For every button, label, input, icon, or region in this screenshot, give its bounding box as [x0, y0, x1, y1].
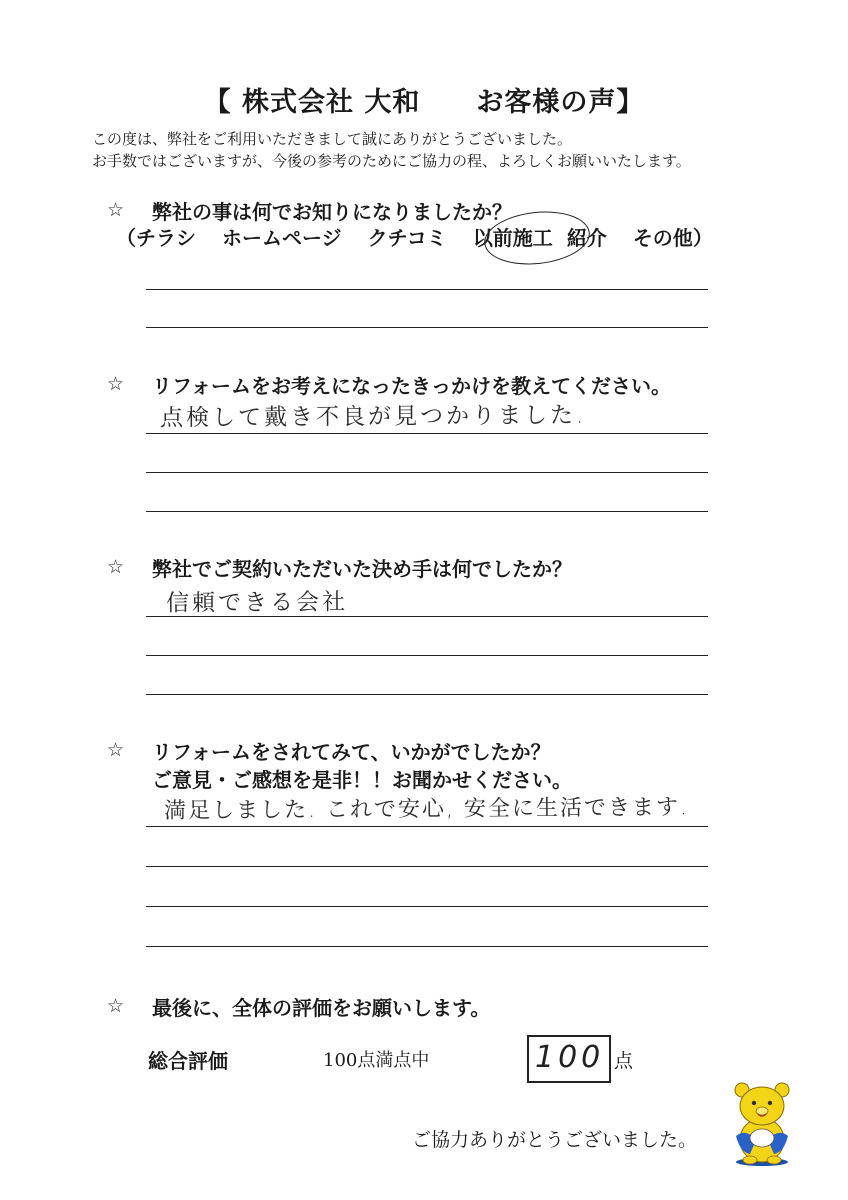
answer-line [146, 826, 708, 827]
page-title: 【 株式会社 大和 お客様の声】 [203, 87, 645, 118]
q1-question: 弊社の事は何でお知りになりましたか？ [152, 200, 512, 224]
answer-line [146, 289, 708, 290]
answer-line [146, 616, 708, 617]
q1-option-referral: 紹介 [566, 226, 607, 250]
answer-line [146, 433, 708, 434]
score-value: 100 [535, 1040, 605, 1075]
answer-line [146, 906, 708, 907]
q1-option-wordofmouth: クチコミ [367, 226, 447, 250]
q1-option-previous-work: 以前施工 [472, 226, 553, 250]
q4-answer: 満足しました. これで安心, 安全に生活できます. [163, 795, 690, 824]
overall-rating-label: 総合評価 [148, 1049, 228, 1073]
intro-line-2: お手数ではございますが、今後の参考のためにご協力の程、よろしくお願いいたします。 [92, 152, 691, 170]
score-unit: 点 [614, 1050, 634, 1072]
thanks-message: ご協力ありがとうございました。 [412, 1129, 698, 1151]
answer-line [146, 472, 708, 473]
q3-star-icon: ☆ [107, 556, 125, 578]
answer-line [146, 511, 708, 512]
answer-line [146, 866, 708, 867]
q3-question: 弊社でご契約いただいた決め手は何でしたか？ [152, 557, 572, 581]
q4-question-line-2: ご意見・ご感想を是非！！お聞かせください。 [152, 768, 572, 792]
q5-star-icon: ☆ [107, 995, 125, 1017]
q5-question: 最後に、全体の評価をお願いします。 [152, 996, 491, 1020]
answer-line [146, 946, 708, 947]
q1-open-paren: （ [116, 226, 136, 250]
intro-line-1: この度は、弊社をご利用いただきまして誠にありがとうございました。 [92, 130, 573, 148]
answer-line [146, 655, 708, 656]
q1-options [116, 222, 713, 251]
answer-line [146, 327, 708, 328]
q2-star-icon: ☆ [107, 373, 125, 395]
bear-mascot-icon [728, 1080, 796, 1166]
q2-question: リフォームをお考えになったきっかけを教えてください。 [152, 374, 671, 398]
q4-star-icon: ☆ [107, 739, 125, 761]
q3-answer: 信頼できる会社 [165, 589, 349, 617]
q2-answer: 点検して戴き不良が見つかりました. [159, 402, 587, 432]
q1-option-other: その他 [632, 226, 693, 250]
q4-question-line-1: リフォームをされてみて、いかがでしたか？ [152, 740, 551, 764]
q1-option-flyer: チラシ [136, 226, 196, 250]
q1-option-homepage: ホームページ [222, 226, 342, 250]
rating-scale-text: 100点満点中 [323, 1050, 430, 1071]
q1-close-paren: ） [692, 226, 713, 250]
q1-star-icon: ☆ [107, 199, 125, 221]
answer-line [146, 694, 708, 695]
